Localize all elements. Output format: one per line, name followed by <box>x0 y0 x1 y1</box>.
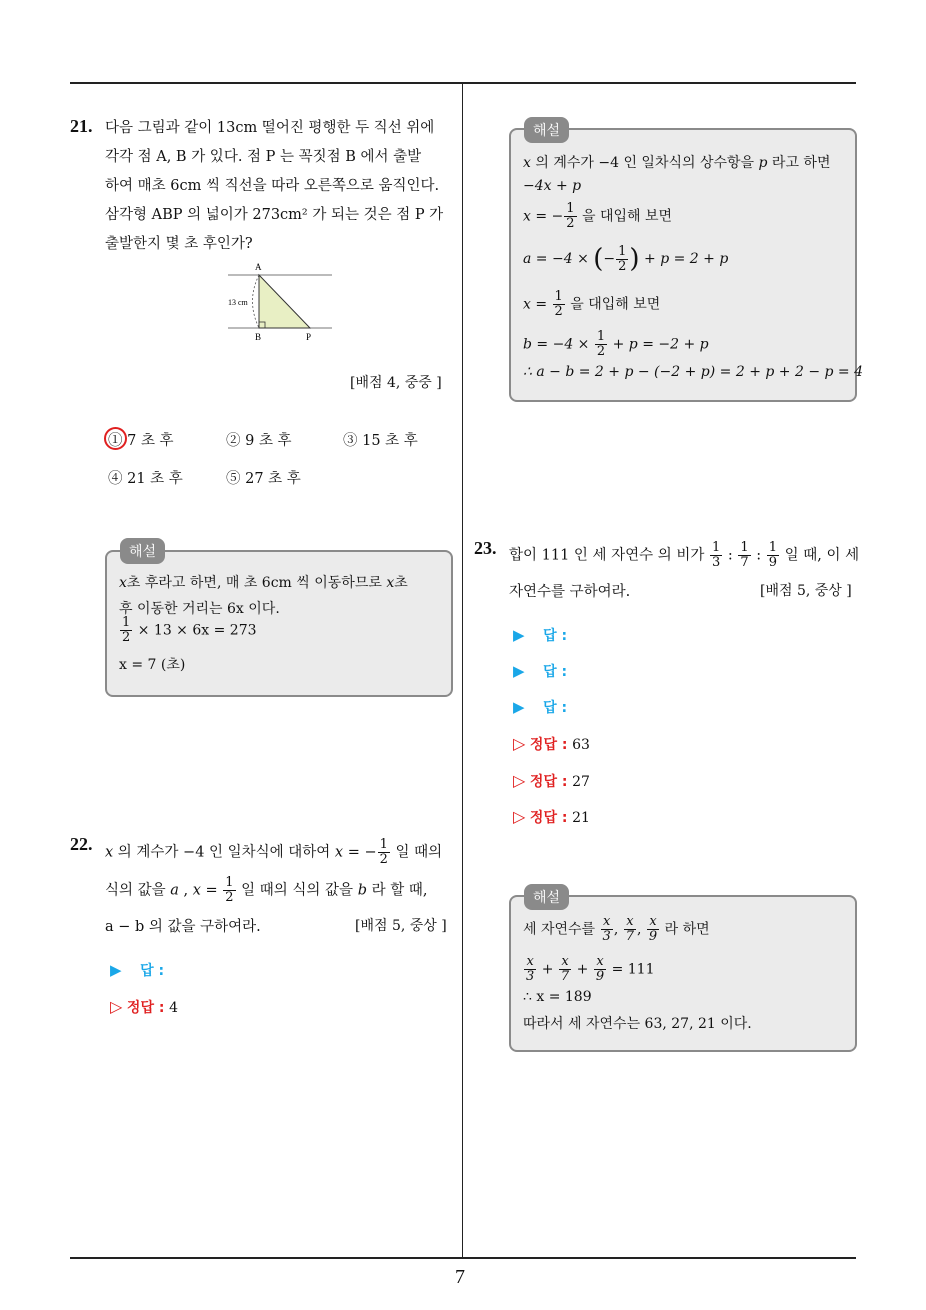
question-21-line: 하여 매초 6cm 씩 직선을 따라 오른쪽으로 움직인다. <box>105 178 440 194</box>
triangle-abp <box>259 275 310 328</box>
question-23-answer-row-2[interactable] <box>513 661 567 681</box>
label-b: B <box>255 332 262 342</box>
question-21-line: 삼각형 ABP 의 넓이가 273cm² 가 되는 것은 점 P 가 <box>105 207 444 223</box>
solution-21-tag: 해설 <box>120 538 165 564</box>
page-number: 7 <box>455 1266 465 1288</box>
choice-1[interactable]: ① 7 초 후 <box>108 433 174 449</box>
solution-23-line-3: ∴ x = 189 <box>523 989 592 1005</box>
question-23-answer-row-3[interactable] <box>513 697 567 717</box>
solution-22-tag: 해설 <box>524 117 569 143</box>
question-22-line-2: 식의 값을 a , x = $\frac{1}{2}$ 일 때의 식의 값을 b 라 할 때, <box>105 875 428 905</box>
solution-22-line-6: b = −4 × $\frac{1}{2}$ + p = −2 + p <box>523 329 709 359</box>
question-21-text <box>105 114 455 259</box>
question-22-score: [배점 5, 중상 ] <box>355 918 447 934</box>
choice-3[interactable]: ③ 15 초 후 <box>343 433 418 449</box>
correct-value: 4 <box>169 1000 178 1016</box>
solution-22-line-3: x = − $\frac{1}{2}$ 을 대입해 보면 <box>523 201 673 231</box>
play-arrow-icon: ▶ <box>513 662 525 680</box>
outline-arrow-icon: ▷ <box>110 997 123 1016</box>
label-length: 13 cm <box>228 298 248 307</box>
label-a: A <box>255 262 262 272</box>
column-divider <box>462 84 463 1258</box>
question-21-line: 출발한지 몇 초 후인가? <box>105 236 253 252</box>
solution-21-box <box>105 550 453 697</box>
solution-22-line-7: ∴ a − b = 2 + p − (−2 + p) = 2 + p + 2 − p = 4 <box>523 364 864 380</box>
correct-value: 27 <box>572 774 590 790</box>
question-22-answer-row[interactable] <box>110 960 164 980</box>
question-23-correct-row-2 <box>513 771 590 791</box>
play-arrow-icon: ▶ <box>513 626 525 644</box>
solution-22-line-1: x 의 계수가 −4 인 일차식의 상수항을 p 라고 하면 <box>523 155 831 171</box>
outline-arrow-icon: ▷ <box>513 807 526 826</box>
answer-label: 답 : <box>543 700 568 716</box>
question-22-line-1: x 의 계수가 −4 인 일차식에 대하여 x = − $\frac{1}{2}$ 일 때의 <box>105 837 443 867</box>
question-23-line-2: 자연수를 구하여라. <box>509 584 631 600</box>
choice-5[interactable]: ⑤ 27 초 후 <box>226 471 301 487</box>
choice-2[interactable]: ② 9 초 후 <box>226 433 292 449</box>
solution-21-line-1: x초 후라고 하면, 매 초 6cm 씩 이동하므로 x초 <box>119 575 408 591</box>
solution-21-line-4: x = 7 (초) <box>119 657 186 673</box>
answer-label: 답 : <box>543 664 568 680</box>
solution-23-line-4: 따라서 세 자연수는 63, 27, 21 이다. <box>523 1016 752 1032</box>
question-22-correct-row <box>110 997 178 1017</box>
correct-label: 정답 : <box>529 810 568 826</box>
solution-23-box <box>509 895 857 1052</box>
correct-label: 정답 : <box>529 737 568 753</box>
question-21-line: 각각 점 A, B 가 있다. 점 P 는 꼭짓점 B 에서 출발 <box>105 149 422 165</box>
length-arc <box>253 275 260 328</box>
question-23-correct-row-3 <box>513 807 590 827</box>
question-21-number: 21. <box>70 116 93 136</box>
question-23-answer-row-1[interactable] <box>513 625 567 645</box>
outline-arrow-icon: ▷ <box>513 734 526 753</box>
correct-label: 정답 : <box>126 1000 165 1016</box>
answer-label: 답 : <box>543 628 568 644</box>
solution-21-line-3: $\frac{1}{2}$ × 13 × 6x = 273 <box>122 615 257 645</box>
correct-value: 63 <box>572 737 590 753</box>
correct-label: 정답 : <box>529 774 568 790</box>
solution-22-line-2: −4x + p <box>523 178 582 194</box>
solution-23-line-2: $\frac{x}{3}$ + $\frac{x}{7}$ + $\frac{x}{9}$ = 111 <box>526 954 655 984</box>
solution-22-line-5: x = $\frac{1}{2}$ 을 대입해 보면 <box>523 289 661 319</box>
question-22-number: 22. <box>70 834 93 854</box>
outline-arrow-icon: ▷ <box>513 771 526 790</box>
answer-label: 답 : <box>140 963 165 979</box>
play-arrow-icon: ▶ <box>110 961 122 979</box>
choice-4[interactable]: ④ 21 초 후 <box>108 471 183 487</box>
solution-21-line-2: 후 이동한 거리는 6x 이다. <box>119 601 280 617</box>
correct-value: 21 <box>572 810 590 826</box>
question-23-line-1: 합이 111 인 세 자연수 의 비가 $\frac{1}{3}$ : $\frac{1}{7}$ : $\frac{1}{9}$ 일 때, 이 세 <box>509 540 860 570</box>
play-arrow-icon: ▶ <box>513 698 525 716</box>
triangle-figure <box>220 258 340 348</box>
question-23-score: [배점 5, 중상 ] <box>760 583 852 599</box>
question-23-correct-row-1 <box>513 734 590 754</box>
top-rule <box>70 82 856 84</box>
label-p: P <box>306 332 312 342</box>
solution-22-line-4: a = −4 × (− $\frac{1}{2}$ ) + p = 2 + p <box>523 243 729 274</box>
question-21-line: 다음 그림과 같이 13cm 떨어진 평행한 두 직선 위에 <box>105 120 435 136</box>
solution-23-line-1: 세 자연수를 $\frac{x}{3}$ , $\frac{x}{7}$ , $\frac{x}{9}$ 라 하면 <box>523 914 710 944</box>
bottom-rule <box>70 1257 856 1259</box>
question-22-line-3: a − b 의 값을 구하여라. <box>105 919 261 935</box>
solution-23-tag: 해설 <box>524 884 569 910</box>
solution-22-box <box>509 128 864 402</box>
question-23-number: 23. <box>474 538 497 558</box>
question-21-score: [배점 4, 중중 ] <box>350 375 442 391</box>
